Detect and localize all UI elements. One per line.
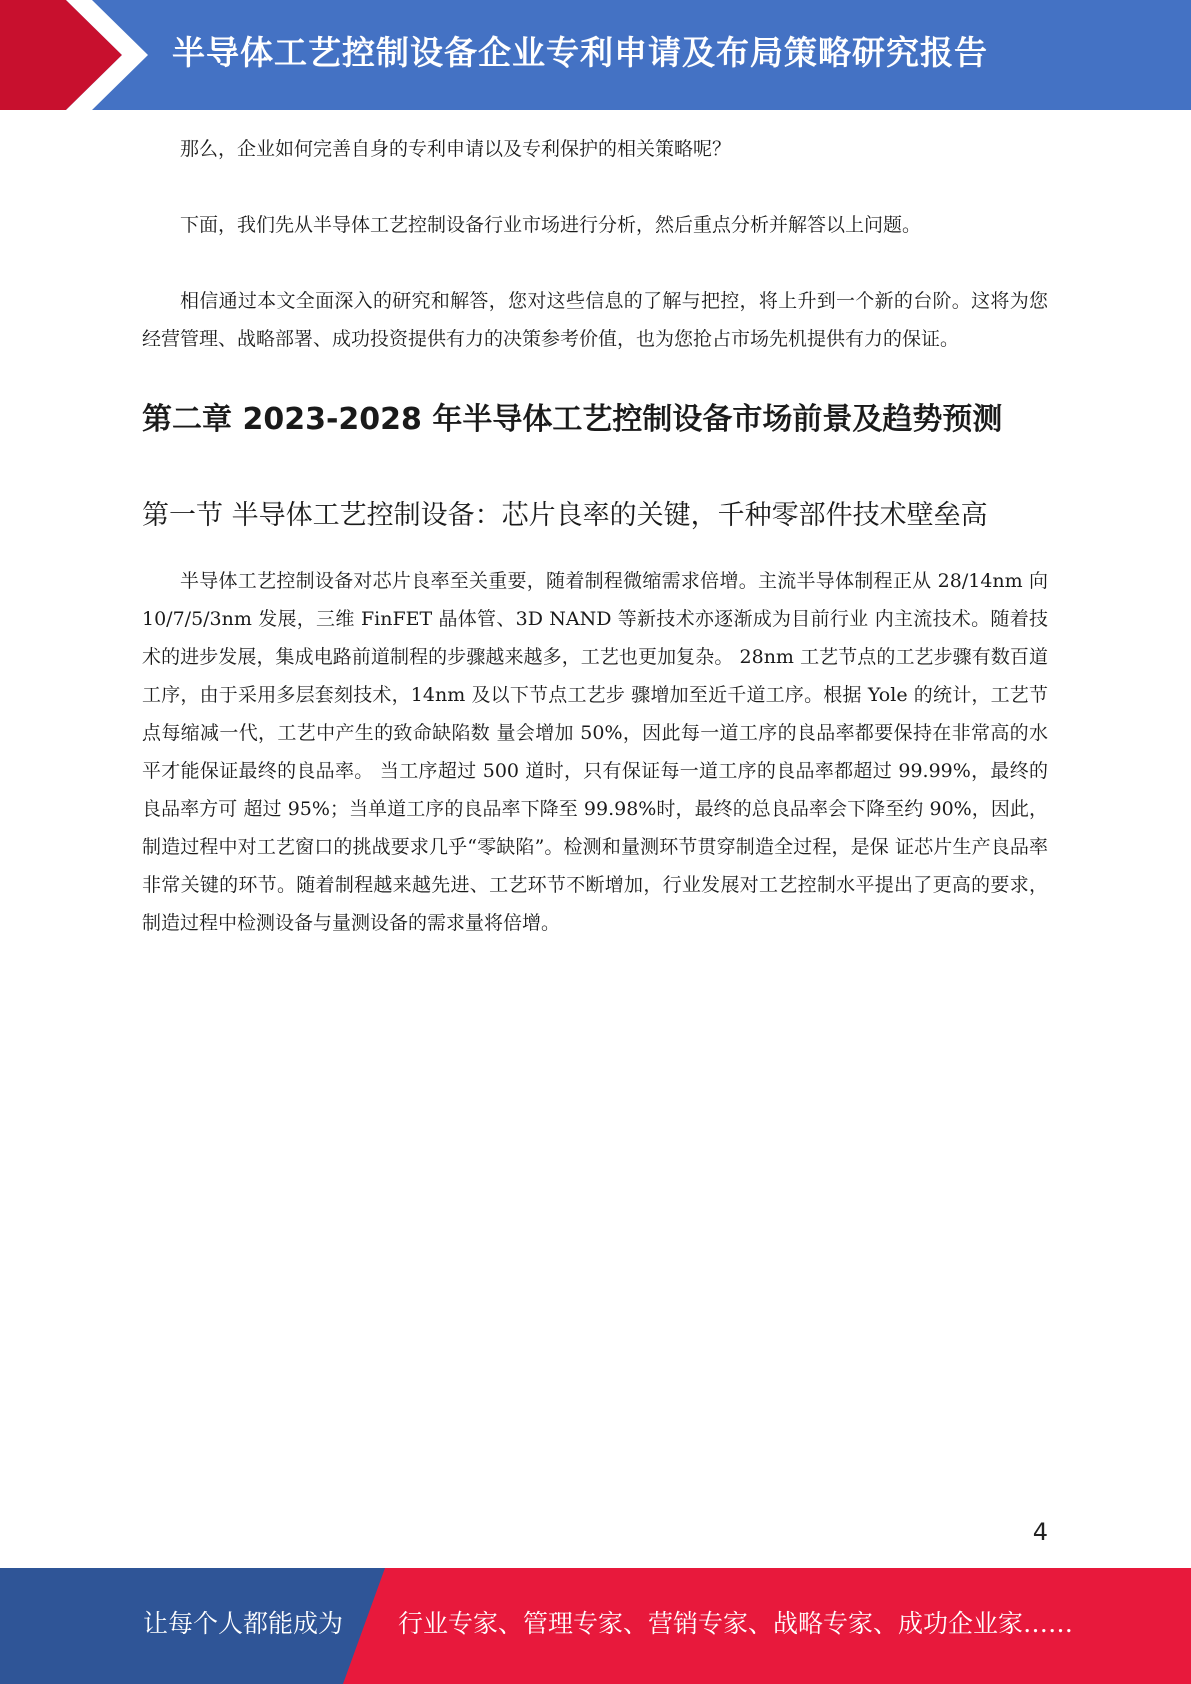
footer-banner xyxy=(0,1568,1191,1684)
footer-slogan-right: 行业专家、管理专家、营销专家、战略专家、成功企业家…… xyxy=(398,1609,1074,1638)
intro-paragraph-3: 相信通过本文全面深入的研究和解答，您对这些信息的了解与把控，将上升到一个新的台阶。这将为您经营管理、战略部署、成功投资提供有力的决策参考价值，也为您抢占市场先机提供有力的保证。 xyxy=(142,290,1048,350)
intro-paragraph-1: 那么，企业如何完善自身的专利申请以及专利保护的相关策略呢？ xyxy=(180,138,732,160)
section-paragraph: 半导体工艺控制设备对芯片良率至关重要，随着制程微缩需求倍增。主流半导体制程正从 28/14nm 向 10/7/5/3nm 发展，三维 FinFET 晶体管、3D NAND 等新技术亦逐渐成为目前行业 内主流技术。随着技术的进步发展，集成电路前道制程的步骤越来越多，工艺也更加复杂。 28nm 工艺节点的工艺步骤有数百道工序，由于采用多层套刻技术，14nm 及以下节点工艺步 骤增加至近千道工序。根据 Yole 的统计，工艺节点每缩减一代，工艺中产生的致命缺陷数 量会增加 50%，因此每一道工序的良品率都要保持在非常高的水平才能保证最终的良品率。 当工序超过 500 道时，只有保证每一道工序的良品率都超过 99.99%，最终的良品率方可 超过 95%；当单道工序的良品率下降至 99.98%时，最终的总良品率会下降至约 90%，因此， 制造过程中对工艺窗口的挑战要求几乎“零缺陷”。检测和量测环节贯穿制造全过程，是保 证芯片生产良品率非常关键的环节。随着制程越来越先进、工艺环节不断增加，行业发展对工艺控制水平提出了更高的要求，制造过程中检测设备与量测设备的需求量将倍增。 xyxy=(142,570,1048,934)
page-number: 4 xyxy=(1032,1518,1048,1546)
intro-paragraph-2: 下面，我们先从半导体工艺控制设备行业市场进行分析，然后重点分析并解答以上问题。 xyxy=(180,214,922,236)
header-banner xyxy=(0,0,1191,110)
document-title: 半导体工艺控制设备企业专利申请及布局策略研究报告 xyxy=(172,33,988,72)
footer-slogan-left: 让每个人都能成为 xyxy=(143,1609,344,1638)
section-heading: 第一节 半导体工艺控制设备：芯片良率的关键，千种零部件技术壁垒高 xyxy=(142,500,988,531)
chapter-heading: 第二章 2023-2028 年半导体工艺控制设备市场前景及趋势预测 xyxy=(142,402,1003,437)
page-content xyxy=(142,130,1048,942)
